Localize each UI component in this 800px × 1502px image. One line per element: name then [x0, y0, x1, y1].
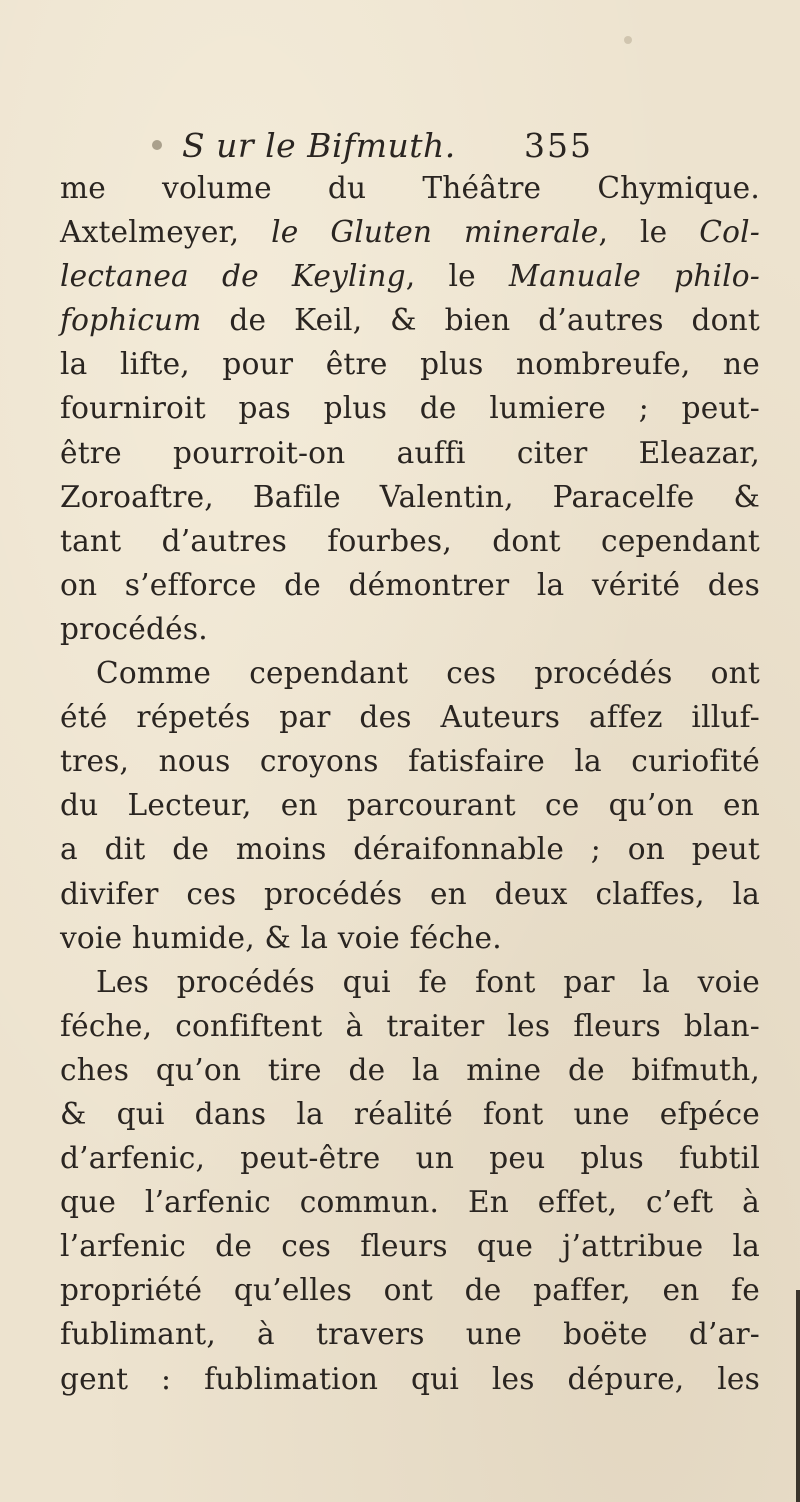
text-segment: , le [405, 259, 509, 294]
text-segment: été répetés par des Auteurs affez illuf- [60, 700, 760, 735]
text-segment: ches qu’on tire de la mine de bifmuth, [60, 1052, 760, 1087]
text-line [60, 1004, 760, 1048]
text-line [60, 431, 760, 475]
text-line [60, 1268, 760, 1312]
text-segment: Les procédés qui fe font par la voie [96, 964, 760, 999]
text-line [60, 739, 760, 783]
text-line [60, 651, 760, 695]
text-segment: gent : fublimation qui les dépure, les [60, 1361, 760, 1396]
text-segment: tant d’autres fourbes, dont cependant [60, 523, 760, 558]
page-edge-shadow [796, 1290, 800, 1502]
running-head: S ur le Bifmuth. [182, 126, 456, 165]
italic-text: le Gluten minerale [271, 215, 599, 250]
text-segment: l’arfenic de ces fleurs que j’attribue la [60, 1229, 760, 1264]
body-text [60, 166, 760, 1401]
text-segment: a dit de moins déraifonnable ; on peut [60, 832, 760, 867]
page-number: 355 [524, 126, 593, 165]
text-line [60, 1136, 760, 1180]
text-segment: que l’arfenic commun. En effet, c’eft à [60, 1185, 760, 1220]
text-line [60, 1357, 760, 1401]
text-segment: Zoroaftre, Bafile Valentin, Paracelfe & [60, 479, 760, 514]
text-line [60, 210, 760, 254]
text-line [60, 298, 760, 342]
text-line [60, 342, 760, 386]
paper-blemish [624, 36, 632, 44]
text-segment: on s’efforce de démontrer la vérité des [60, 567, 760, 602]
text-line [60, 1224, 760, 1268]
text-line [60, 1092, 760, 1136]
text-segment: Axtelmeyer, [60, 215, 272, 250]
text-segment: fourniroit pas plus de lumiere ; peut- [60, 391, 760, 426]
text-segment: tres, nous croyons fatisfaire la curiofité [60, 744, 760, 779]
text-line [60, 783, 760, 827]
italic-text: lectanea de Keyling [60, 259, 406, 294]
italic-text: Manuale philo- [508, 259, 761, 294]
text-segment: de Keil, & bien d’autres dont [201, 303, 760, 338]
text-segment: propriété qu’elles ont de paffer, en fe [60, 1273, 760, 1308]
italic-text: fophicum [60, 303, 202, 338]
text-line [60, 1312, 760, 1356]
text-line [60, 1180, 760, 1224]
text-line [60, 916, 760, 960]
text-segment: & qui dans la réalité font une efpéce [60, 1096, 760, 1131]
text-segment: procédés. [60, 611, 208, 646]
text-line [60, 166, 760, 210]
text-segment: fublimant, à travers une boëte d’ar- [60, 1317, 760, 1352]
text-line [60, 519, 760, 563]
text-segment: divifer ces procédés en deux claffes, la [60, 876, 760, 911]
italic-text: Col- [699, 215, 760, 250]
text-segment: la lifte, pour être plus nombreufe, ne [60, 347, 760, 382]
text-segment: féche, confiftent à traiter les fleurs blan- [60, 1008, 760, 1043]
text-segment: Comme cependant ces procédés ont [96, 656, 760, 691]
text-line [60, 475, 760, 519]
text-line [60, 254, 760, 298]
text-line [60, 607, 760, 651]
text-line [60, 872, 760, 916]
text-segment: , le [598, 215, 700, 250]
text-segment: être pourroit-on auffi citer Eleazar, [60, 435, 760, 470]
ink-dot-mark [152, 140, 162, 150]
text-segment: du Lecteur, en parcourant ce qu’on en [60, 788, 760, 823]
text-line [60, 1048, 760, 1092]
text-line [60, 960, 760, 1004]
text-line [60, 695, 760, 739]
text-segment: voie humide, & la voie féche. [60, 920, 502, 955]
text-line [60, 386, 760, 430]
text-segment: d’arfenic, peut-être un peu plus fubtil [60, 1141, 760, 1176]
text-line [60, 827, 760, 871]
text-segment: me volume du Théâtre Chymique. [60, 171, 760, 205]
text-line [60, 563, 760, 607]
page-header [0, 126, 800, 170]
